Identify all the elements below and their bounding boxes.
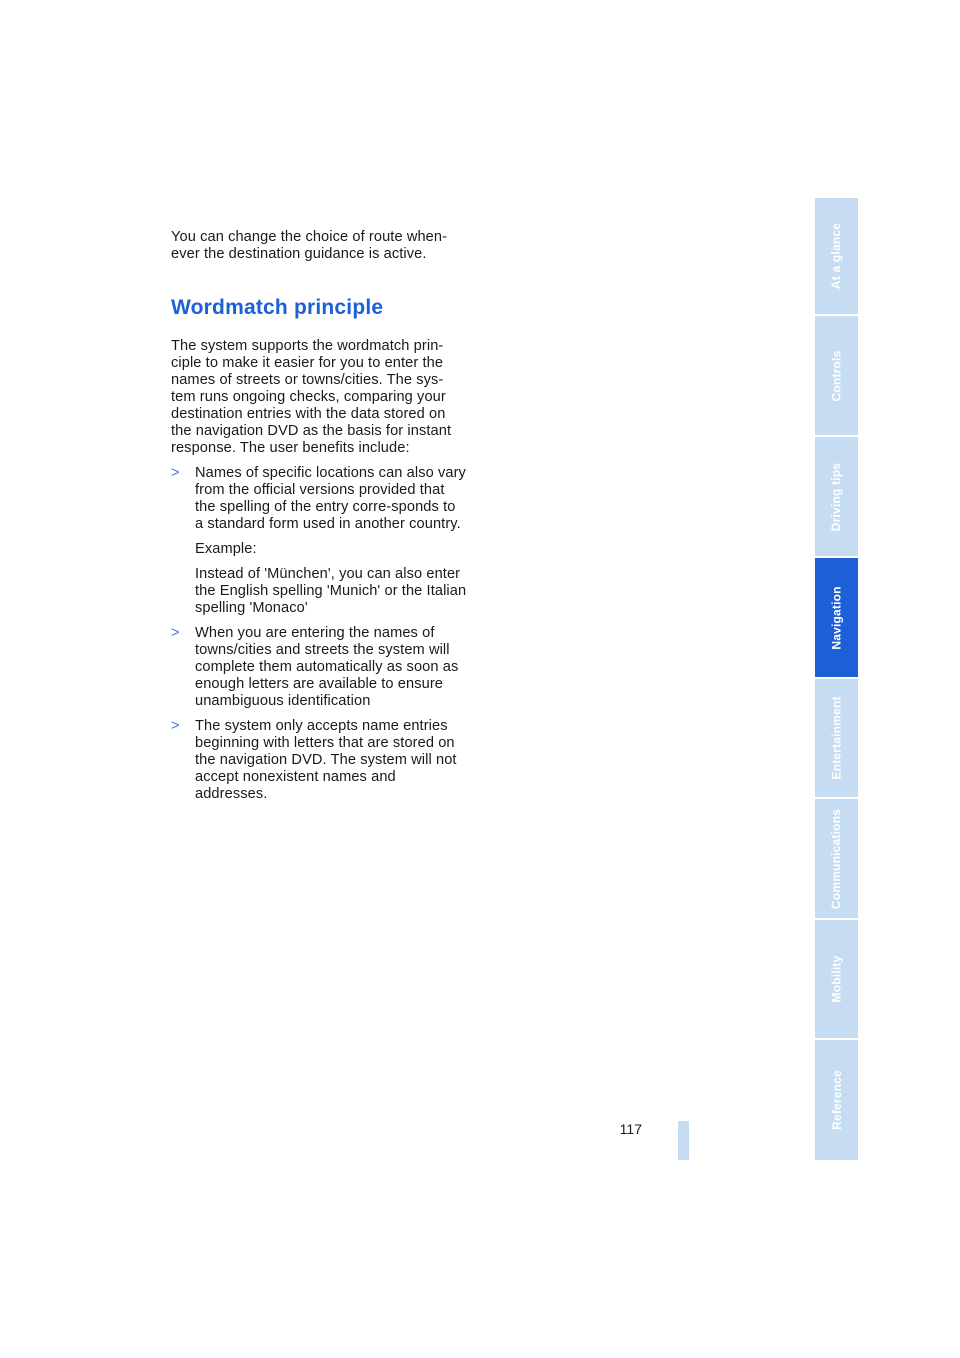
tab-communications[interactable]: [815, 799, 858, 918]
tab-label: Navigation: [829, 585, 844, 650]
tab-label: At a glance: [829, 222, 844, 290]
list-item-text: When you are entering the names of towns/cities and streets the system will complete them automatically as soon as enough letters are available to ensure unambiguous identification: [195, 625, 459, 709]
tab-label: Communications: [829, 808, 844, 909]
tab-navigation[interactable]: [815, 558, 858, 677]
page-number-bar: [678, 1121, 689, 1160]
tab-mobility[interactable]: [815, 920, 858, 1038]
list-item: [171, 625, 467, 710]
section-heading: Wordmatch principle: [171, 296, 384, 319]
bullet-arrow-icon: >: [171, 625, 180, 641]
bullet-arrow-icon: >: [171, 718, 180, 734]
section-paragraph: The system supports the wordmatch prin-ciple to make it easier for you to enter the names of streets or towns/cities. The sys-tem runs ongoing checks, comparing your destination entries with the data stored on the navigation DVD as the basis for instant response. The user benefits include:: [171, 338, 452, 456]
list-item-text: Names of specific locations can also vary from the official versions provided that the spelling of the entry corre-sponds to a standard form used in another country.: [195, 465, 466, 532]
list-item-text: The system only accepts name entries beginning with letters that are stored on the navigation DVD. The system will not accept nonexistent names and addresses.: [195, 718, 457, 802]
tab-label: Driving tips: [829, 462, 844, 531]
list-item: [171, 465, 467, 617]
example-text: Instead of 'München', you can also enter the English spelling 'Munich' or the Italian spelling 'Monaco': [195, 566, 467, 616]
bullet-arrow-icon: >: [171, 465, 180, 481]
tab-label: Mobility: [829, 955, 844, 1003]
tab-entertainment[interactable]: [815, 679, 858, 797]
example-label: Example:: [195, 541, 257, 557]
intro-paragraph: You can change the choice of route when-ever the destination guidance is active.: [171, 229, 448, 262]
tab-at-a-glance[interactable]: [815, 198, 858, 314]
tab-reference[interactable]: [815, 1040, 858, 1160]
chapter-tabs: [815, 198, 858, 1160]
benefits-list: [171, 465, 467, 803]
list-item: [171, 718, 467, 803]
page-content: [171, 229, 467, 811]
tab-driving-tips[interactable]: [815, 437, 858, 556]
tab-controls[interactable]: [815, 316, 858, 435]
tab-label: Entertainment: [829, 696, 844, 780]
tab-label: Controls: [829, 350, 844, 401]
tab-label: Reference: [829, 1070, 844, 1130]
page-number: 117: [619, 1121, 642, 1137]
